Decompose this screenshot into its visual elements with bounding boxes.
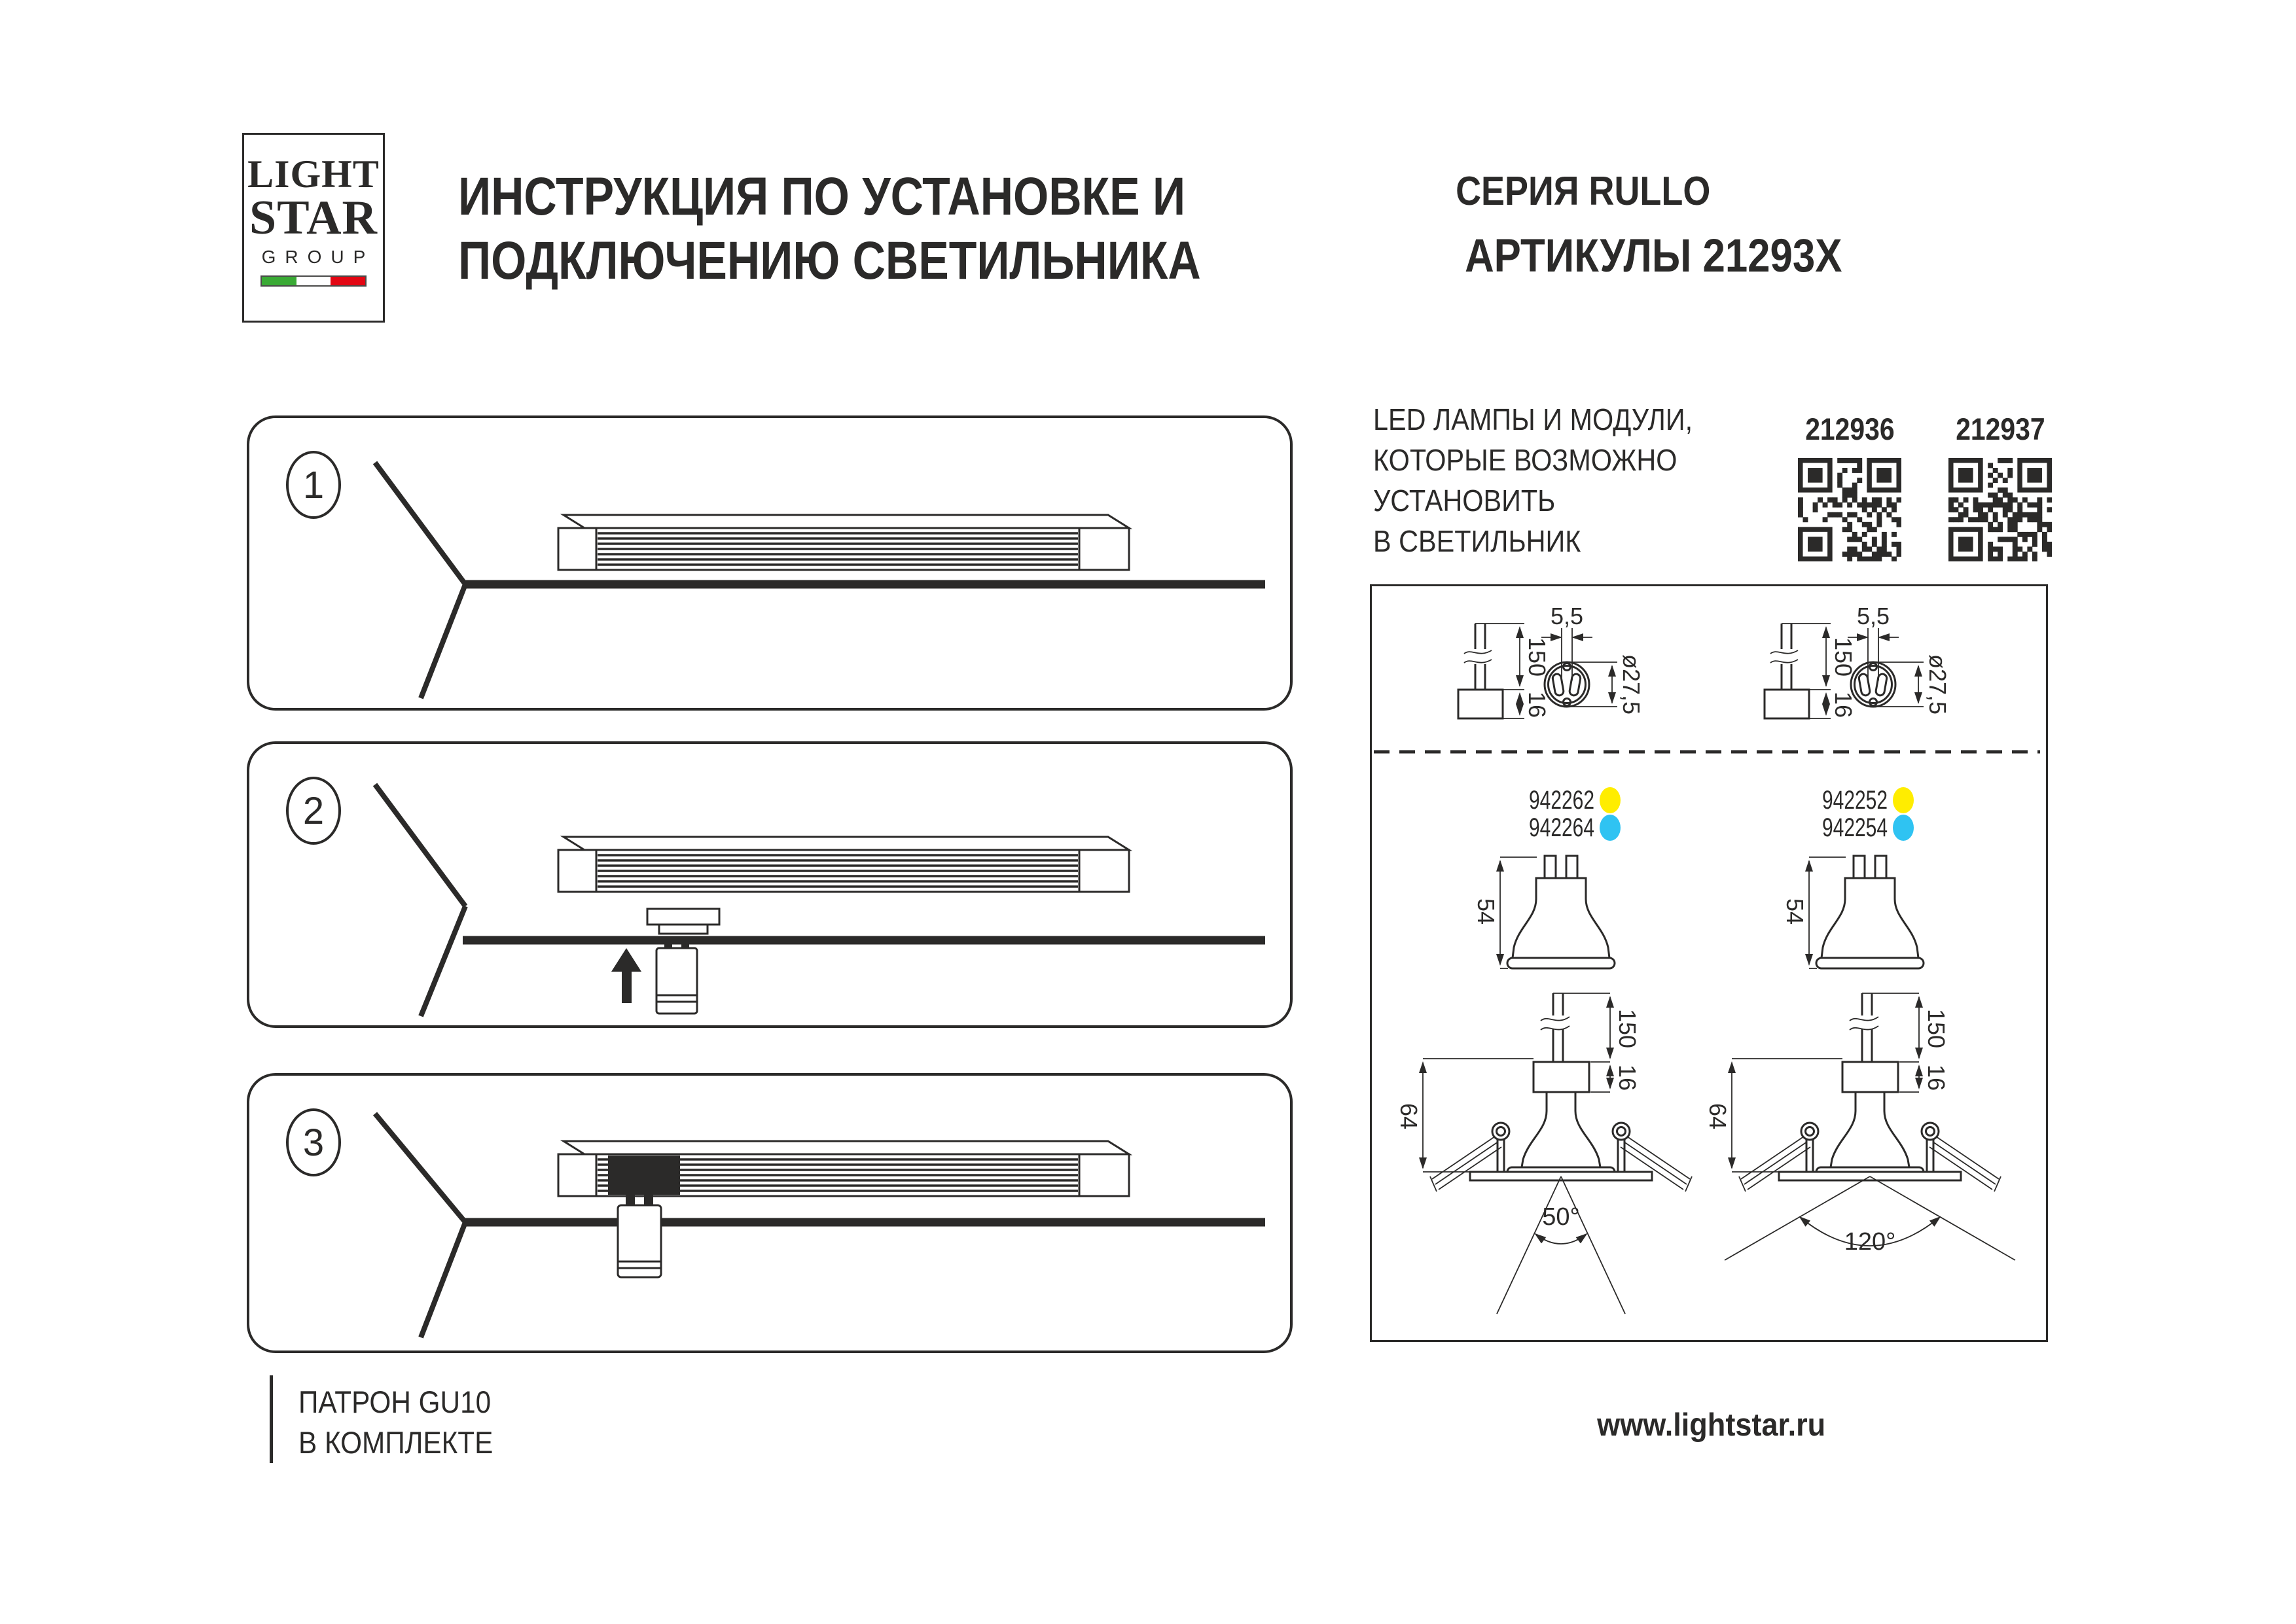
socket-note	[298, 1382, 514, 1463]
flag-red	[331, 277, 365, 285]
led-line-3: УСТАНОВИТЬ	[1373, 484, 1556, 518]
dim-150-socket-left: 150	[1524, 637, 1551, 677]
dim-16-socket-left: 16	[1524, 691, 1551, 718]
website-url: www.lightstar.ru	[1597, 1407, 1826, 1443]
lamp-code-942252: 942252	[1822, 786, 1888, 815]
title-line-2: ПОДКЛЮЧЕНИЮ СВЕТИЛЬНИКА	[458, 231, 1201, 291]
dim-64-right: 64	[1704, 1103, 1731, 1130]
logo-group: GROUP	[261, 247, 375, 267]
dim-150-socket-right: 150	[1830, 637, 1857, 677]
article-number-left: 212936	[1804, 412, 1895, 446]
step-3-diagram	[249, 1076, 1285, 1345]
step-2-diagram	[249, 744, 1285, 1020]
series-name: СЕРИЯ RULLO	[1456, 169, 1711, 214]
page-title	[458, 165, 1332, 293]
step-1-number: 1	[286, 451, 341, 519]
dim-64-left: 64	[1395, 1103, 1422, 1130]
dim-150-right: 150	[1923, 1008, 1950, 1049]
step-1-box	[247, 415, 1293, 711]
dim-55-left: 5,5	[1550, 603, 1584, 629]
dim-55-right: 5,5	[1856, 603, 1890, 629]
beam-angle-50: 50°	[1542, 1203, 1580, 1231]
flag-white	[296, 277, 331, 285]
dim-54-left: 54	[1473, 898, 1499, 925]
note-line-1: ПАТРОН GU10	[298, 1385, 492, 1419]
italian-flag-icon	[260, 275, 367, 287]
dim-54-right: 54	[1782, 898, 1808, 925]
technical-drawings-box	[1370, 584, 2048, 1342]
dim-16-socket-right: 16	[1830, 691, 1857, 718]
led-line-4: В СВЕТИЛЬНИК	[1373, 524, 1581, 558]
flag-green	[262, 277, 296, 285]
step-3-number: 3	[286, 1108, 341, 1176]
led-line-2: КОТОРЫЕ ВОЗМОЖНО	[1373, 443, 1677, 477]
logo-light: LIGHT	[247, 152, 380, 196]
led-line-1: LED ЛАМПЫ И МОДУЛИ,	[1373, 402, 1693, 436]
beam-lines-50	[1497, 1176, 1625, 1314]
color-dot-yellow-right	[1893, 787, 1914, 813]
beam-arc-50	[1535, 1234, 1587, 1244]
led-description	[1373, 399, 1728, 561]
step-1-diagram	[249, 418, 1285, 703]
lamp-code-942254: 942254	[1822, 813, 1888, 842]
color-dot-yellow-left	[1600, 787, 1621, 813]
dim-16-left: 16	[1614, 1064, 1641, 1091]
dim-150-left: 150	[1614, 1008, 1641, 1049]
note-rule	[270, 1375, 273, 1463]
step-2-box	[247, 741, 1293, 1028]
step-3-box	[247, 1073, 1293, 1353]
qr-code-right	[1948, 458, 2052, 561]
color-dot-cyan-left	[1600, 815, 1621, 841]
series-articles: АРТИКУЛЫ 21293X	[1465, 230, 1842, 282]
lamp-code-942262: 942262	[1529, 786, 1594, 815]
logo-star: STAR	[249, 191, 378, 245]
beam-angle-120: 120°	[1844, 1228, 1896, 1256]
lamp-technical-diagram	[1372, 586, 2042, 1336]
qr-code-left	[1798, 458, 1901, 561]
dim-16-right: 16	[1923, 1064, 1950, 1091]
note-line-2: В КОМПЛЕКТЕ	[298, 1425, 493, 1460]
dim-dia-left: ø27,5	[1618, 654, 1645, 715]
step-2-number: 2	[286, 777, 341, 845]
lamp-code-942264: 942264	[1529, 813, 1594, 842]
article-number-right: 212937	[1955, 412, 2045, 446]
color-dot-cyan-right	[1893, 815, 1914, 841]
title-line-1: ИНСТРУКЦИЯ ПО УСТАНОВКЕ И	[458, 167, 1186, 226]
series-block	[1437, 169, 1842, 282]
dim-dia-right: ø27,5	[1924, 654, 1951, 715]
lightstar-logo	[242, 133, 385, 323]
